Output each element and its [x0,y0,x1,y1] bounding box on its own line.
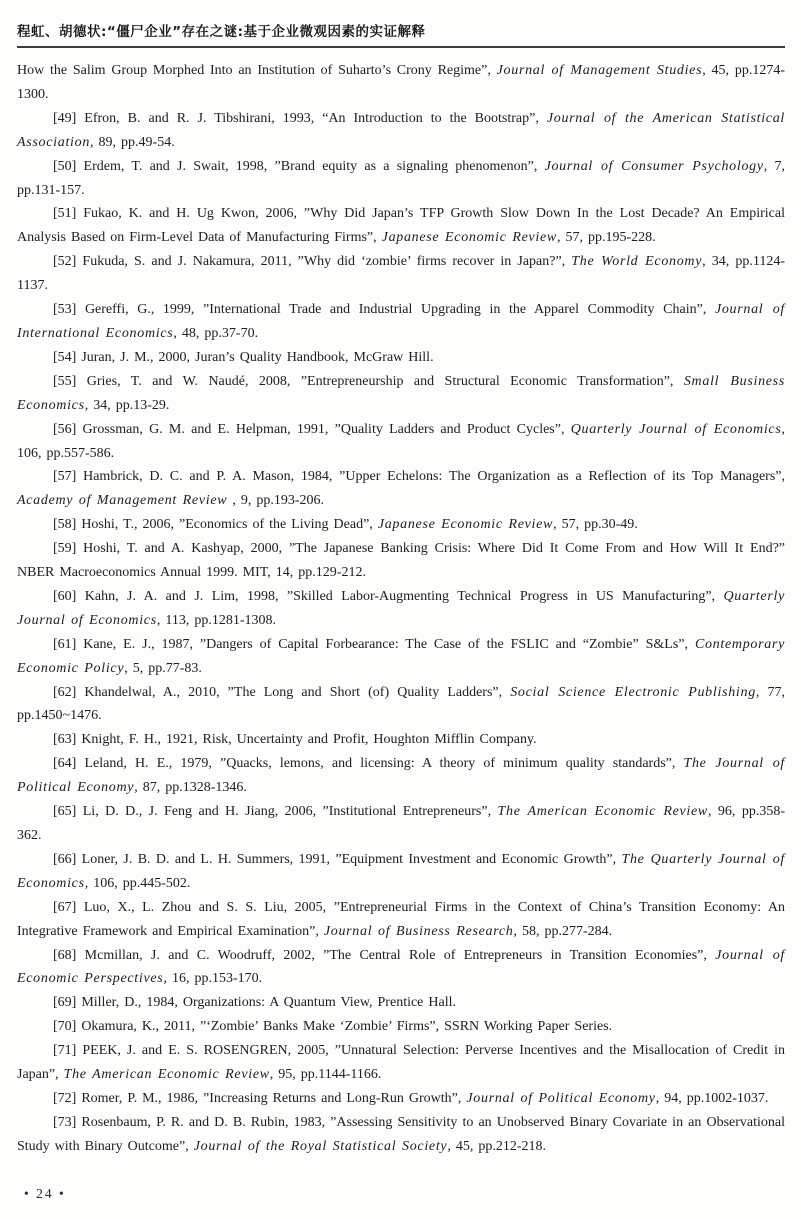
reference-text: [54] Juran, J. M., 2000, Juran’s Quality Handbook, McGraw Hill. [53,349,434,365]
reference-text: , 48, pp.37-70. [173,325,259,341]
reference-text: [50] Erdem, T. and J. Swait, 1998, ”Brand equity as a signaling phenomenon”, [53,158,545,174]
reference-text: , 7, pp.131-157. [17,158,786,198]
reference-text: [51] Fukao, K. and H. Ug Kwon, 2006, ”Why Did Japan’s TFP Growth Slow Down In the Lost Decade? An Empirical Analysis Based on Firm-Level Data of Manufacturing Firms”, [17,206,785,246]
journal-name: Journal of Political Economy [466,1090,656,1106]
reference-text: , 95, pp.1144-1166. [269,1067,382,1083]
reference-text: [71] PEEK, J. and E. S. ROSENGREN, 2005, ”Unnatural Selection: Perverse Incentives and the Misallocation of Credit in Japan”, [17,1043,785,1083]
reference-paragraph [17,800,785,848]
reference-text: How the Salim Group Morphed Into an Institution of Suharto’s Crony Regime”, [17,63,497,78]
reference-text: [72] Romer, P. M., 1986, ”Increasing Returns and Long-Run Growth”, [53,1090,467,1106]
reference-text: [62] Khandelwal, A., 2010, ”The Long and Short (of) Quality Ladders”, [53,684,511,700]
journal-name: Japanese Economic Review [377,517,554,533]
reference-text: , 94, pp.1002-1037. [655,1090,769,1106]
reference-text: , 77, pp.1450~1476. [17,684,786,724]
reference-text: [60] Kahn, J. A. and J. Lim, 1998, ”Skilled Labor-Augmenting Technical Progress in US Manufacturing”, [53,588,724,604]
reference-text: [73] Rosenbaum, P. R. and D. B. Rubin, 1983, ”Assessing Sensitivity to an Unobserved Binary Covariate in an Observational Study with Binary Outcome”, [17,1114,785,1154]
journal-name: Journal of Management Studies [496,63,703,78]
journal-name: The American Economic Review [63,1067,270,1083]
reference-text: , 89, pp.49-54. [90,134,175,150]
reference-paragraph [17,513,785,537]
reference-text: [70] Okamura, K., 2011, ”‘Zombie’ Banks Make ‘Zombie’ Firms”, SSRN Working Paper Series. [53,1019,613,1035]
reference-text: [53] Gereffi, G., 1999, ”International Trade and Industrial Upgrading in the Apparel Commodity Chain”, [53,302,715,318]
reference-text: [59] Hoshi, T. and A. Kashyap, 2000, ”The Japanese Banking Crisis: Where Did It Come From and How Will It End?” NBER Macroeconomics Annual 1999. MIT, 14, pp.129-212. [17,541,785,581]
reference-text: , 34, pp.1124-1137. [17,254,785,294]
reference-paragraph [17,202,785,250]
reference-paragraph [17,681,785,729]
reference-text: [63] Knight, F. H., 1921, Risk, Uncertainty and Profit, Houghton Mifflin Company. [53,732,537,748]
page-header [0,0,801,48]
journal-name: Journal of Consumer Psychology [544,158,764,174]
reference-text: , 106, pp.557-586. [17,421,785,461]
journal-name: The American Economic Review [497,804,708,820]
reference-text: [55] Gries, T. and W. Naudé, 2008, ”Entrepreneurship and Structural Economic Transformation”, [53,373,684,389]
reference-paragraph [17,370,785,418]
reference-text: , 9, pp.193-206. [227,493,324,509]
reference-text: [52] Fukuda, S. and J. Nakamura, 2011, ”Why did ‘zombie’ firms recover in Japan?”, [53,254,572,270]
journal-name: The World Economy [571,254,703,270]
reference-text: , 96, pp.358-362. [17,804,785,843]
reference-paragraph [17,346,785,370]
header-rule [17,46,785,48]
reference-text: , 57, pp.30-49. [553,517,638,533]
reference-paragraph [17,1039,785,1087]
journal-name: The Journal of Political Economy [17,756,785,796]
reference-text: [68] Mcmillan, J. and C. Woodruff, 2002, ”The Central Role of Entrepreneurs in Transition Economies”, [53,947,716,963]
reference-paragraph [17,1087,785,1111]
journal-name: Journal of the American Statistical Association [17,110,785,150]
journal-name: The Quarterly Journal of Economics [17,851,785,891]
page-number: • 24 • [24,1186,66,1201]
reference-paragraph [17,107,785,155]
journal-name: Japanese Economic Review [381,230,557,246]
reference-text: [58] Hoshi, T., 2006, ”Economics of the Living Dead”, [53,517,378,533]
reference-text: , 58, pp.277-284. [513,923,613,939]
reference-text: [66] Loner, J. B. D. and L. H. Summers, 1991, ”Equipment Investment and Economic Growth”, [53,851,622,867]
reference-paragraph [17,633,785,681]
journal-name: Journal of International Economics [17,302,785,341]
reference-paragraph [17,848,785,896]
reference-paragraph [17,896,785,944]
journal-name: Small Business Economics [17,373,785,413]
reference-paragraph [17,59,785,107]
reference-text: [49] Efron, B. and R. J. Tibshirani, 1993, “An Introduction to the Bootstrap”, [53,110,547,126]
journal-name: Social Science Electronic Publishing [510,684,756,700]
reference-paragraph [17,944,785,992]
running-header-title: 程虹、胡德状:“僵尸企业”存在之谜:基于企业微观因素的实证解释 [17,24,426,40]
reference-text: , 5, pp.77-83. [124,660,202,676]
journal-name: Journal of Business Research [323,923,514,939]
reference-text: [69] Miller, D., 1984, Organizations: A Quantum View, Prentice Hall. [53,995,456,1011]
reference-text: , 45, pp.212-218. [447,1138,546,1154]
reference-text: [61] Kane, E. J., 1987, ”Dangers of Capital Forbearance: The Case of the FSLIC and “Zombie” S&Ls”, [53,636,695,652]
reference-text: , 87, pp.1328-1346. [134,780,247,796]
journal-name: Quarterly Journal of Economics [570,421,782,437]
journal-name: Journal of the Royal Statistical Society [193,1138,448,1154]
reference-text: , 106, pp.445-502. [84,875,191,891]
reference-paragraph [17,991,785,1015]
reference-paragraph [17,728,785,752]
reference-text: [56] Grossman, G. M. and E. Helpman, 1991, ”Quality Ladders and Product Cycles”, [53,421,571,437]
journal-name: Quarterly Journal of Economics [17,588,785,628]
reference-paragraph [17,1015,785,1039]
reference-text: [67] Luo, X., L. Zhou and S. S. Liu, 2005, ”Entrepreneurial Firms in the Context of China’s Transition Economy: An Integrative Framework and Empirical Examination”, [17,899,785,939]
journal-name: Contemporary Economic Policy [17,636,785,676]
reference-paragraph [17,418,785,466]
reference-text: , 57, pp.195-228. [556,230,656,246]
references-list [17,59,785,1159]
reference-text: , 113, pp.1281-1308. [156,612,277,628]
reference-text: [57] Hambrick, D. C. and P. A. Mason, 1984, ”Upper Echelons: The Organization as a Reflection of its Top Managers”, [53,469,785,485]
reference-text: [65] Li, D. D., J. Feng and H. Jiang, 2006, ”Institutional Entrepreneurs”, [53,804,498,820]
reference-paragraph [17,752,785,800]
reference-paragraph [17,250,785,298]
reference-text: , 16, pp.153-170. [163,971,263,987]
reference-paragraph [17,298,785,346]
reference-text: , 45, pp.1274-1300. [17,63,785,102]
journal-name: Journal of Economic Perspectives [17,947,785,987]
reference-paragraph [17,155,785,203]
reference-paragraph [17,585,785,633]
reference-text: , 34, pp.13-29. [84,397,170,413]
reference-paragraph [17,537,785,585]
reference-paragraph [17,1111,785,1159]
reference-paragraph [17,465,785,513]
journal-name: Academy of Management Review [17,493,228,509]
reference-text: [64] Leland, H. E., 1979, ”Quacks, lemons, and licensing: A theory of minimum quality standards”, [53,756,684,772]
